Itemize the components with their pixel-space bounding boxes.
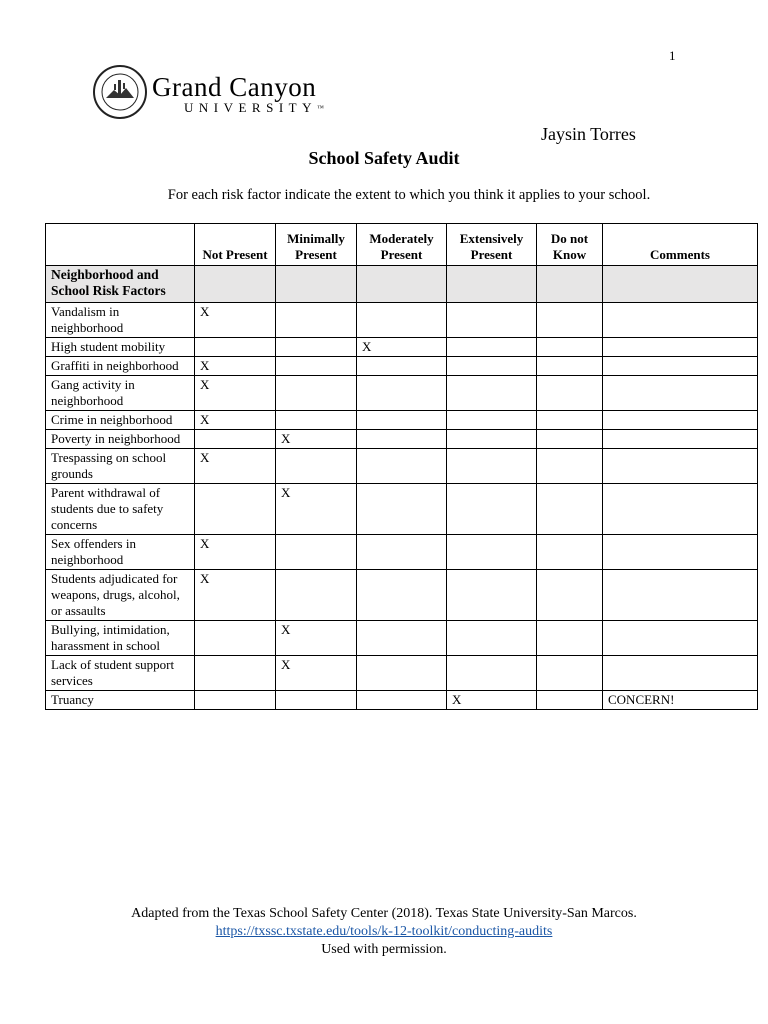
cell-do-not-know [537, 357, 603, 376]
section-row [46, 266, 758, 303]
cell-not-present [195, 430, 276, 449]
cell-extensively-present [447, 535, 537, 570]
risk-factor-label: Poverty in neighborhood [46, 430, 195, 449]
cell-comments [603, 656, 758, 691]
risk-factor-label: Students adjudicated for weapons, drugs, alcohol, or assaults [46, 570, 195, 621]
cell-moderately-present [357, 535, 447, 570]
cell-do-not-know [537, 535, 603, 570]
cell-do-not-know [537, 411, 603, 430]
cell-not-present [195, 621, 276, 656]
section-label: Neighborhood and School Risk Factors [46, 266, 195, 303]
logo-subtitle: UNIVERSITY [184, 99, 317, 115]
cell-moderately-present [357, 570, 447, 621]
header-moderately-present: Moderately Present [357, 224, 447, 266]
cell-minimally-present [276, 570, 357, 621]
permission-text: Used with permission. [321, 942, 447, 957]
cell-extensively-present [447, 656, 537, 691]
cell-comments [603, 338, 758, 357]
risk-factor-label: Vandalism in neighborhood [46, 303, 195, 338]
risk-factor-label: Trespassing on school grounds [46, 449, 195, 484]
table-row [46, 411, 758, 430]
cell-moderately-present [357, 656, 447, 691]
cell-comments [603, 484, 758, 535]
cell-minimally-present [276, 376, 357, 411]
risk-factor-label: Crime in neighborhood [46, 411, 195, 430]
risk-factor-label: Graffiti in neighborhood [46, 357, 195, 376]
risk-factor-label: Lack of student support services [46, 656, 195, 691]
table-row [46, 570, 758, 621]
table-header-row [46, 224, 758, 266]
cell-not-present [195, 656, 276, 691]
cell-do-not-know [537, 484, 603, 535]
table-row [46, 338, 758, 357]
cell-not-present: X [195, 376, 276, 411]
cell-comments [603, 357, 758, 376]
citation-text: Adapted from the Texas School Safety Center (2018). Texas State University-San Marcos. [131, 906, 637, 921]
cell-do-not-know [537, 430, 603, 449]
risk-factor-label: Truancy [46, 691, 195, 710]
university-seal-icon [92, 64, 148, 120]
cell-not-present: X [195, 357, 276, 376]
cell-not-present: X [195, 303, 276, 338]
cell-minimally-present [276, 338, 357, 357]
cell-not-present [195, 484, 276, 535]
table-row [46, 430, 758, 449]
risk-factor-label: Parent withdrawal of students due to safety concerns [46, 484, 195, 535]
header-factor [46, 224, 195, 266]
header-comments: Comments [603, 224, 758, 266]
risk-factor-label: Gang activity in neighborhood [46, 376, 195, 411]
cell-extensively-present: X [447, 691, 537, 710]
table-row [46, 656, 758, 691]
cell-moderately-present [357, 621, 447, 656]
table-row [46, 376, 758, 411]
header-extensively-present: Extensively Present [447, 224, 537, 266]
cell-moderately-present [357, 357, 447, 376]
cell-minimally-present [276, 535, 357, 570]
footer [0, 905, 768, 959]
cell-minimally-present: X [276, 656, 357, 691]
document-title: School Safety Audit [308, 148, 460, 168]
cell-comments [603, 430, 758, 449]
cell-not-present [195, 338, 276, 357]
cell-minimally-present [276, 411, 357, 430]
cell-extensively-present [447, 449, 537, 484]
cell-not-present: X [195, 411, 276, 430]
cell-extensively-present [447, 338, 537, 357]
table-row [46, 535, 758, 570]
cell-comments [603, 411, 758, 430]
cell-extensively-present [447, 570, 537, 621]
risk-factor-label: Bullying, intimidation, harassment in school [46, 621, 195, 656]
logo-wordmark: Grand Canyon [152, 71, 317, 102]
cell-extensively-present [447, 303, 537, 338]
cell-moderately-present [357, 484, 447, 535]
cell-do-not-know [537, 449, 603, 484]
cell-moderately-present [357, 376, 447, 411]
cell-minimally-present [276, 357, 357, 376]
cell-extensively-present [447, 484, 537, 535]
cell-do-not-know [537, 621, 603, 656]
cell-moderately-present: X [357, 338, 447, 357]
table-row [46, 449, 758, 484]
logo-trademark: ™ [317, 103, 324, 112]
cell-comments [603, 570, 758, 621]
instruction-text: For each risk factor indicate the extent to which you think it applies to your school. [167, 187, 651, 203]
risk-factor-label: Sex offenders in neighborhood [46, 535, 195, 570]
cell-comments [603, 303, 758, 338]
cell-comments: CONCERN! [603, 691, 758, 710]
cell-comments [603, 449, 758, 484]
header-do-not-know: Do not Know [537, 224, 603, 266]
author-name: Jaysin Torres [541, 124, 636, 144]
cell-extensively-present [447, 621, 537, 656]
cell-comments [603, 621, 758, 656]
cell-extensively-present [447, 411, 537, 430]
cell-not-present: X [195, 570, 276, 621]
safety-audit-table [45, 223, 758, 710]
cell-do-not-know [537, 338, 603, 357]
header-not-present: Not Present [195, 224, 276, 266]
table-row [46, 484, 758, 535]
cell-minimally-present [276, 303, 357, 338]
table-row [46, 303, 758, 338]
cell-not-present: X [195, 535, 276, 570]
cell-do-not-know [537, 570, 603, 621]
cell-moderately-present [357, 430, 447, 449]
cell-moderately-present [357, 303, 447, 338]
table-row [46, 357, 758, 376]
source-link[interactable]: https://txssc.txstate.edu/tools/k-12-toolkit/conducting-audits [215, 924, 553, 939]
cell-not-present [195, 691, 276, 710]
table-row [46, 621, 758, 656]
cell-minimally-present: X [276, 621, 357, 656]
cell-do-not-know [537, 376, 603, 411]
cell-not-present: X [195, 449, 276, 484]
cell-extensively-present [447, 357, 537, 376]
cell-do-not-know [537, 691, 603, 710]
cell-do-not-know [537, 303, 603, 338]
cell-minimally-present [276, 449, 357, 484]
university-logo [92, 64, 324, 120]
cell-comments [603, 535, 758, 570]
cell-minimally-present [276, 691, 357, 710]
cell-do-not-know [537, 656, 603, 691]
cell-extensively-present [447, 430, 537, 449]
cell-moderately-present [357, 411, 447, 430]
page-number: 1 [669, 48, 676, 63]
cell-moderately-present [357, 691, 447, 710]
table-row [46, 691, 758, 710]
cell-extensively-present [447, 376, 537, 411]
cell-minimally-present: X [276, 484, 357, 535]
header-minimally-present: Minimally Present [276, 224, 357, 266]
cell-minimally-present: X [276, 430, 357, 449]
cell-moderately-present [357, 449, 447, 484]
risk-factor-label: High student mobility [46, 338, 195, 357]
cell-comments [603, 376, 758, 411]
